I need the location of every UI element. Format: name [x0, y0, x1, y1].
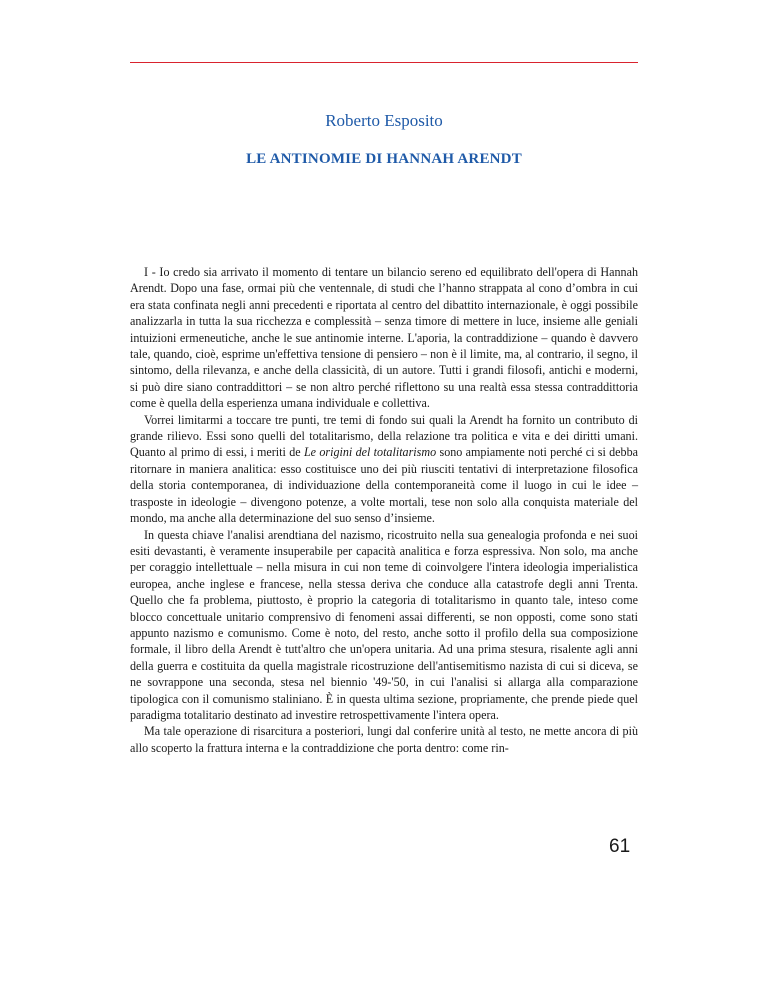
page-number: 61: [609, 836, 631, 857]
book-title-italic: Le origini del totalitarismo: [303, 445, 437, 460]
article-title: LE ANTINOMIE DI HANNAH ARENDT: [246, 151, 522, 167]
paragraph-1: I - Io credo sia arrivato il momento di tentare un bilancio sereno ed equilibrato dell'opera di Hannah Arendt. Dopo una fase, ormai più che ventennale, di studi che l’hanno strappata al cono d’ombra in cui era stata confinata negli anni precedenti e riportata al centro del dibattito internazionale, è oggi possibile analizzarla in tutta la sua ricchezza e complessità – senza timore di mettere in luce, insieme alle geniali intuizioni ermeneutiche, anche le sue antinomie interne. L'aporia, la contraddizione – quando è davvero tale, quando, cioè, esprime un'effettiva tensione di pensiero – non è il limite, ma, al contrario, il segno, il sintomo, della rilevanza, e anche della classicità, di un autore. Tutti i grandi filosofi, antichi e moderni, si può dire siano contraddittori – se non altro perché riflettono su una realtà essa stessa contraddittoria come è quella della esperienza umana individuale e collettiva.: [130, 265, 638, 411]
paragraph-2: [130, 412, 638, 527]
paragraph-2-text-before: Vorrei limitarmi a toccare tre punti, tre temi di fondo sui quali la Arendt ha fornito un contributo di grande rilievo. Essi sono quelli del totalitarismo, della relazione tra politica e vita e dei diritti umani. Quanto al primo di essi, i meriti de: [130, 412, 638, 460]
author-name: Roberto Esposito: [325, 111, 443, 130]
article-body: [130, 264, 638, 756]
header-rule: [130, 62, 638, 63]
paragraph-2-text-after: sono ampiamente noti perché ci si debba ritornare in maniera analitica: esso costituisce uno dei più riusciti tentativi di interpretazione filosofica della storia contemporanea, di individuazione della contemporaneità come il luogo in cui le idee – trasposte in ideologie – divengono potenze, a volte mortali, tese non solo alla conquista materiale del mondo, ma anche alla determinazione del suo senso d’insieme.: [130, 445, 638, 526]
paragraph-3: In questa chiave l'analisi arendtiana del nazismo, ricostruito nella sua genealogia profonda e nei suoi esiti devastanti, è veramente insuperabile per capacità analitica e forza espressiva. Non solo, ma anche per coraggio intellettuale – nella misura in cui non teme di coinvolgere l'intera ideologia imperialistica europea, anche inglese e francese, nella stessa deriva che conduce alla catastrofe degli anni Trenta. Quello che fa problema, piuttosto, è proprio la categoria di totalitarismo in quanto tale, inteso come blocco concettuale unitario comprensivo di fenomeni assai differenti, se non opposti, come sono stati appunto nazismo e comunismo. Come è noto, del resto, anche sotto il profilo della sua composizione formale, il libro della Arendt è tutt'altro che un'opera unitaria. Ad una prima stesura, risalente agli anni della guerra e costituita da quella magistrale ricostruzione dell'antisemitismo nazista di cui si diceva, se ne sovrappone una seconda, stesa nel biennio '49-'50, in cui l'analisi si allarga alla comparazione tipologica con il comunismo staliniano. È in questa ultima sezione, propriamente, che prende piede quel paradigma totalitario destinato ad investire retrospettivamente l'intera opera.: [130, 527, 638, 722]
paragraph-4: Ma tale operazione di risarcitura a posteriori, lungi dal conferire unità al testo, ne mette ancora di più allo scoperto la frattura interna e la contraddizione che porta dentro: come rin-: [130, 724, 638, 755]
